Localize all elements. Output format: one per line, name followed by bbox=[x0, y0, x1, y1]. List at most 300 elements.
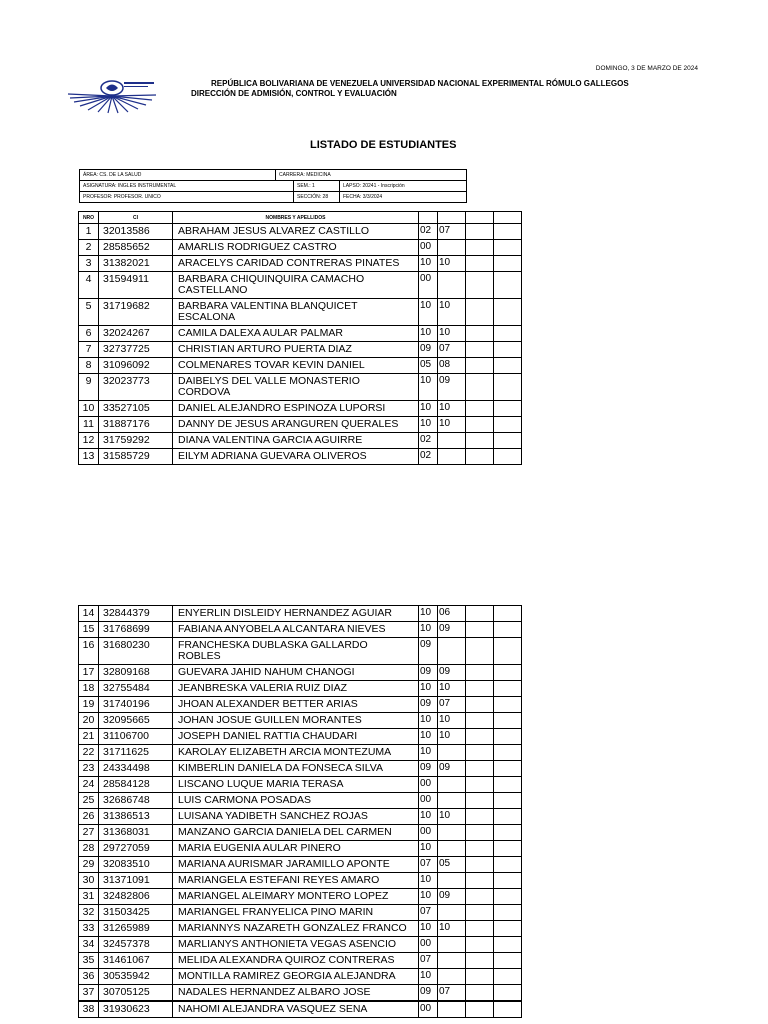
student-grade-2: 10 bbox=[438, 809, 466, 825]
table-row bbox=[79, 638, 522, 665]
student-grade-2: 09 bbox=[438, 622, 466, 638]
student-grade-2 bbox=[438, 873, 466, 889]
table-row bbox=[79, 299, 522, 326]
table-row bbox=[79, 358, 522, 374]
student-name: MARIANGELA ESTEFANI REYES AMARO bbox=[173, 873, 419, 889]
student-ci: 32095665 bbox=[99, 713, 173, 729]
table-row bbox=[79, 761, 522, 777]
student-grade-1: 10 bbox=[419, 256, 438, 272]
student-nro: 10 bbox=[79, 401, 99, 417]
table-row bbox=[79, 622, 522, 638]
student-grade-1: 10 bbox=[419, 745, 438, 761]
student-name: EILYM ADRIANA GUEVARA OLIVEROS bbox=[173, 449, 419, 465]
student-grade-4 bbox=[494, 985, 522, 1002]
student-grade-3 bbox=[466, 638, 494, 665]
student-grade-2: 07 bbox=[438, 985, 466, 1002]
student-grade-3 bbox=[466, 697, 494, 713]
student-grade-4 bbox=[494, 622, 522, 638]
student-nro: 20 bbox=[79, 713, 99, 729]
student-grade-3 bbox=[466, 777, 494, 793]
student-grade-3 bbox=[466, 401, 494, 417]
student-ci: 32024267 bbox=[99, 326, 173, 342]
student-grade-4 bbox=[494, 326, 522, 342]
student-grade-2: 10 bbox=[438, 326, 466, 342]
student-grade-3 bbox=[466, 793, 494, 809]
area-cell: ÁREA: CS. DE LA SALUD bbox=[80, 170, 276, 181]
student-grade-1: 10 bbox=[419, 417, 438, 433]
student-name: LUISANA YADIBETH SANCHEZ ROJAS bbox=[173, 809, 419, 825]
student-grade-3 bbox=[466, 905, 494, 921]
student-grade-3 bbox=[466, 358, 494, 374]
student-ci: 31371091 bbox=[99, 873, 173, 889]
student-name: MONTILLA RAMIREZ GEORGIA ALEJANDRA bbox=[173, 969, 419, 985]
student-grade-2 bbox=[438, 969, 466, 985]
student-name: MELIDA ALEXANDRA QUIROZ CONTRERAS bbox=[173, 953, 419, 969]
table-row bbox=[79, 857, 522, 873]
student-grade-2 bbox=[438, 272, 466, 299]
student-grade-1: 05 bbox=[419, 358, 438, 374]
table-row bbox=[79, 937, 522, 953]
student-grade-1: 00 bbox=[419, 793, 438, 809]
student-grade-1: 00 bbox=[419, 1001, 438, 1018]
table-row bbox=[79, 825, 522, 841]
student-grade-4 bbox=[494, 358, 522, 374]
student-name: JHOAN ALEXANDER BETTER ARIAS bbox=[173, 697, 419, 713]
student-grade-1: 10 bbox=[419, 873, 438, 889]
student-nro: 11 bbox=[79, 417, 99, 433]
table-row bbox=[79, 606, 522, 622]
table-row bbox=[79, 224, 522, 240]
student-grade-2 bbox=[438, 937, 466, 953]
student-nro: 27 bbox=[79, 825, 99, 841]
table-row bbox=[79, 777, 522, 793]
carrera-cell: CARRERA: MEDICINA bbox=[276, 170, 467, 181]
student-nro: 36 bbox=[79, 969, 99, 985]
student-name: FABIANA ANYOBELA ALCANTARA NIEVES bbox=[173, 622, 419, 638]
student-grade-1: 10 bbox=[419, 889, 438, 905]
student-grade-4 bbox=[494, 342, 522, 358]
student-grade-3 bbox=[466, 272, 494, 299]
table-row bbox=[79, 969, 522, 985]
student-grade-3 bbox=[466, 873, 494, 889]
student-nro: 5 bbox=[79, 299, 99, 326]
student-nro: 35 bbox=[79, 953, 99, 969]
student-grade-1: 00 bbox=[419, 777, 438, 793]
student-ci: 32809168 bbox=[99, 665, 173, 681]
student-grade-2 bbox=[438, 953, 466, 969]
student-nro: 38 bbox=[79, 1001, 99, 1018]
student-grade-1: 07 bbox=[419, 857, 438, 873]
student-grade-1: 10 bbox=[419, 841, 438, 857]
table-row bbox=[79, 374, 522, 401]
student-grade-3 bbox=[466, 433, 494, 449]
student-nro: 16 bbox=[79, 638, 99, 665]
student-grade-2 bbox=[438, 449, 466, 465]
student-name: JEANBRESKA VALERIA RUIZ DIAZ bbox=[173, 681, 419, 697]
student-ci: 32482806 bbox=[99, 889, 173, 905]
student-grade-4 bbox=[494, 224, 522, 240]
student-grade-1: 02 bbox=[419, 433, 438, 449]
student-grade-3 bbox=[466, 299, 494, 326]
student-grade-1: 10 bbox=[419, 969, 438, 985]
student-nro: 18 bbox=[79, 681, 99, 697]
student-grade-3 bbox=[466, 809, 494, 825]
student-ci: 33527105 bbox=[99, 401, 173, 417]
student-ci: 31461067 bbox=[99, 953, 173, 969]
student-grade-4 bbox=[494, 433, 522, 449]
student-grade-4 bbox=[494, 777, 522, 793]
student-ci: 29727059 bbox=[99, 841, 173, 857]
student-name: MARIA EUGENIA AULAR PINERO bbox=[173, 841, 419, 857]
student-grade-4 bbox=[494, 841, 522, 857]
student-ci: 30705125 bbox=[99, 985, 173, 1002]
student-grade-1: 10 bbox=[419, 401, 438, 417]
header-ci: CI bbox=[99, 212, 173, 224]
page-title: LISTADO DE ESTUDIANTES bbox=[310, 139, 457, 151]
student-name: BARBARA VALENTINA BLANQUICET ESCALONA bbox=[173, 299, 419, 326]
student-grade-2 bbox=[438, 793, 466, 809]
student-ci: 31740196 bbox=[99, 697, 173, 713]
fecha-cell: FECHA: 3/3/2024 bbox=[340, 192, 467, 203]
student-ci: 31368031 bbox=[99, 825, 173, 841]
student-grade-1: 00 bbox=[419, 240, 438, 256]
student-grade-3 bbox=[466, 606, 494, 622]
student-grade-1: 07 bbox=[419, 953, 438, 969]
student-nro: 25 bbox=[79, 793, 99, 809]
student-grade-2 bbox=[438, 433, 466, 449]
student-name: LUIS CARMONA POSADAS bbox=[173, 793, 419, 809]
student-nro: 33 bbox=[79, 921, 99, 937]
student-ci: 31887176 bbox=[99, 417, 173, 433]
student-grade-4 bbox=[494, 638, 522, 665]
student-ci: 31759292 bbox=[99, 433, 173, 449]
student-grade-2 bbox=[438, 638, 466, 665]
student-grade-4 bbox=[494, 272, 522, 299]
table-row bbox=[79, 985, 522, 1002]
student-nro: 28 bbox=[79, 841, 99, 857]
student-grade-3 bbox=[466, 921, 494, 937]
students-table-page-2 bbox=[78, 605, 522, 1018]
student-nro: 19 bbox=[79, 697, 99, 713]
student-grade-2 bbox=[438, 745, 466, 761]
table-row bbox=[79, 953, 522, 969]
student-grade-2: 09 bbox=[438, 889, 466, 905]
seccion-cell: SECCIÓN: 28 bbox=[294, 192, 340, 203]
student-grade-1: 09 bbox=[419, 665, 438, 681]
student-grade-4 bbox=[494, 697, 522, 713]
student-grade-1: 10 bbox=[419, 713, 438, 729]
table-row bbox=[79, 433, 522, 449]
student-name: KIMBERLIN DANIELA DA FONSECA SILVA bbox=[173, 761, 419, 777]
student-nro: 30 bbox=[79, 873, 99, 889]
student-grade-4 bbox=[494, 761, 522, 777]
student-nro: 31 bbox=[79, 889, 99, 905]
student-grade-3 bbox=[466, 240, 494, 256]
table-row bbox=[79, 681, 522, 697]
student-grade-3 bbox=[466, 985, 494, 1002]
student-grade-4 bbox=[494, 809, 522, 825]
student-nro: 17 bbox=[79, 665, 99, 681]
student-grade-1: 02 bbox=[419, 224, 438, 240]
student-nro: 22 bbox=[79, 745, 99, 761]
student-grade-3 bbox=[466, 681, 494, 697]
student-grade-4 bbox=[494, 1001, 522, 1018]
student-grade-4 bbox=[494, 256, 522, 272]
student-grade-1: 10 bbox=[419, 326, 438, 342]
student-grade-4 bbox=[494, 921, 522, 937]
student-ci: 32844379 bbox=[99, 606, 173, 622]
student-grade-2 bbox=[438, 1001, 466, 1018]
student-grade-1: 10 bbox=[419, 299, 438, 326]
student-grade-1: 10 bbox=[419, 681, 438, 697]
student-ci: 31768699 bbox=[99, 622, 173, 638]
header-grade-4 bbox=[494, 212, 522, 224]
student-nro: 6 bbox=[79, 326, 99, 342]
student-name: DANIEL ALEJANDRO ESPINOZA LUPORSI bbox=[173, 401, 419, 417]
institution-line-1: REPÚBLICA BOLIVARIANA DE VENEZUELA UNIVERSIDAD NACIONAL EXPERIMENTAL RÓMULO GALLEGOS bbox=[211, 79, 629, 88]
student-grade-3 bbox=[466, 326, 494, 342]
student-grade-2: 10 bbox=[438, 729, 466, 745]
student-grade-2: 06 bbox=[438, 606, 466, 622]
student-ci: 31503425 bbox=[99, 905, 173, 921]
student-nro: 29 bbox=[79, 857, 99, 873]
student-ci: 32686748 bbox=[99, 793, 173, 809]
student-grade-2 bbox=[438, 825, 466, 841]
table-row bbox=[79, 809, 522, 825]
student-grade-3 bbox=[466, 713, 494, 729]
student-name: DIANA VALENTINA GARCIA AGUIRRE bbox=[173, 433, 419, 449]
student-grade-1: 02 bbox=[419, 449, 438, 465]
student-name: DANNY DE JESUS ARANGUREN QUERALES bbox=[173, 417, 419, 433]
student-grade-2: 09 bbox=[438, 665, 466, 681]
student-grade-3 bbox=[466, 841, 494, 857]
student-grade-4 bbox=[494, 793, 522, 809]
student-name: BARBARA CHIQUINQUIRA CAMACHO CASTELLANO bbox=[173, 272, 419, 299]
student-nro: 37 bbox=[79, 985, 99, 1002]
student-nro: 23 bbox=[79, 761, 99, 777]
student-ci: 32737725 bbox=[99, 342, 173, 358]
table-row bbox=[79, 240, 522, 256]
student-name: GUEVARA JAHID NAHUM CHANOGI bbox=[173, 665, 419, 681]
student-grade-3 bbox=[466, 342, 494, 358]
table-row bbox=[79, 889, 522, 905]
student-grade-3 bbox=[466, 449, 494, 465]
student-grade-1: 07 bbox=[419, 905, 438, 921]
student-grade-2: 10 bbox=[438, 417, 466, 433]
university-logo-icon bbox=[66, 78, 158, 114]
student-grade-2 bbox=[438, 240, 466, 256]
report-date: DOMINGO, 3 DE MARZO DE 2024 bbox=[595, 65, 698, 72]
student-grade-3 bbox=[466, 1001, 494, 1018]
student-name: LISCANO LUQUE MARIA TERASA bbox=[173, 777, 419, 793]
student-grade-2: 10 bbox=[438, 299, 466, 326]
student-name: MARIANNYS NAZARETH GONZALEZ FRANCO bbox=[173, 921, 419, 937]
student-ci: 31594911 bbox=[99, 272, 173, 299]
student-name: DAIBELYS DEL VALLE MONASTERIO CORDOVA bbox=[173, 374, 419, 401]
student-grade-3 bbox=[466, 857, 494, 873]
student-grade-4 bbox=[494, 857, 522, 873]
student-nro: 2 bbox=[79, 240, 99, 256]
header-nro: NRO bbox=[79, 212, 99, 224]
sem-cell: SEM.: 1 bbox=[294, 181, 340, 192]
student-grade-3 bbox=[466, 224, 494, 240]
student-grade-1: 09 bbox=[419, 697, 438, 713]
student-ci: 32755484 bbox=[99, 681, 173, 697]
student-ci: 31680230 bbox=[99, 638, 173, 665]
student-ci: 28585652 bbox=[99, 240, 173, 256]
student-grade-4 bbox=[494, 889, 522, 905]
institution-line-2: DIRECCIÓN DE ADMISIÓN, CONTROL Y EVALUACIÓN bbox=[191, 89, 397, 98]
table-row bbox=[79, 417, 522, 433]
student-name: MARLIANYS ANTHONIETA VEGAS ASENCIO bbox=[173, 937, 419, 953]
student-grade-2: 09 bbox=[438, 374, 466, 401]
table-row bbox=[79, 921, 522, 937]
student-nro: 13 bbox=[79, 449, 99, 465]
table-row bbox=[79, 342, 522, 358]
student-ci: 31096092 bbox=[99, 358, 173, 374]
student-grade-3 bbox=[466, 825, 494, 841]
table-row bbox=[79, 256, 522, 272]
student-name: ABRAHAM JESUS ALVAREZ CASTILLO bbox=[173, 224, 419, 240]
student-ci: 32457378 bbox=[99, 937, 173, 953]
student-grade-2 bbox=[438, 905, 466, 921]
student-grade-4 bbox=[494, 449, 522, 465]
profesor-cell: PROFESOR: PROFESOR. UNICO bbox=[80, 192, 294, 203]
student-ci: 31265989 bbox=[99, 921, 173, 937]
course-info-table bbox=[79, 169, 467, 203]
student-ci: 31711625 bbox=[99, 745, 173, 761]
student-ci: 30535942 bbox=[99, 969, 173, 985]
student-grade-1: 00 bbox=[419, 937, 438, 953]
student-grade-2: 10 bbox=[438, 401, 466, 417]
student-name: NAHOMI ALEJANDRA VASQUEZ SENA bbox=[173, 1001, 419, 1018]
student-grade-1: 09 bbox=[419, 761, 438, 777]
student-ci: 31585729 bbox=[99, 449, 173, 465]
student-grade-3 bbox=[466, 953, 494, 969]
student-nro: 3 bbox=[79, 256, 99, 272]
student-ci: 32013586 bbox=[99, 224, 173, 240]
student-ci: 24334498 bbox=[99, 761, 173, 777]
student-nro: 14 bbox=[79, 606, 99, 622]
student-nro: 34 bbox=[79, 937, 99, 953]
student-nro: 4 bbox=[79, 272, 99, 299]
student-grade-2: 07 bbox=[438, 224, 466, 240]
student-grade-1: 10 bbox=[419, 606, 438, 622]
student-name: FRANCHESKA DUBLASKA GALLARDO ROBLES bbox=[173, 638, 419, 665]
student-grade-4 bbox=[494, 665, 522, 681]
student-grade-1: 00 bbox=[419, 825, 438, 841]
student-nro: 21 bbox=[79, 729, 99, 745]
student-nro: 8 bbox=[79, 358, 99, 374]
student-grade-4 bbox=[494, 374, 522, 401]
student-grade-3 bbox=[466, 417, 494, 433]
student-grade-3 bbox=[466, 889, 494, 905]
student-grade-2 bbox=[438, 777, 466, 793]
student-nro: 32 bbox=[79, 905, 99, 921]
student-nro: 1 bbox=[79, 224, 99, 240]
table-row bbox=[79, 841, 522, 857]
student-grade-1: 09 bbox=[419, 638, 438, 665]
student-grade-1: 09 bbox=[419, 985, 438, 1002]
student-grade-1: 09 bbox=[419, 342, 438, 358]
student-grade-3 bbox=[466, 969, 494, 985]
header-nombres: NOMBRES Y APELLIDOS bbox=[173, 212, 419, 224]
table-row bbox=[79, 665, 522, 681]
students-table-page-1 bbox=[78, 211, 522, 465]
student-ci: 31106700 bbox=[99, 729, 173, 745]
student-ci: 31382021 bbox=[99, 256, 173, 272]
student-ci: 31719682 bbox=[99, 299, 173, 326]
table-row bbox=[79, 401, 522, 417]
student-grade-1: 10 bbox=[419, 374, 438, 401]
student-grade-3 bbox=[466, 729, 494, 745]
student-name: KAROLAY ELIZABETH ARCIA MONTEZUMA bbox=[173, 745, 419, 761]
table-row bbox=[79, 1001, 522, 1018]
student-name: MARIANGEL ALEIMARY MONTERO LOPEZ bbox=[173, 889, 419, 905]
student-name: MARIANGEL FRANYELICA PINO MARIN bbox=[173, 905, 419, 921]
student-grade-4 bbox=[494, 401, 522, 417]
student-grade-4 bbox=[494, 299, 522, 326]
student-grade-4 bbox=[494, 873, 522, 889]
student-grade-2: 10 bbox=[438, 713, 466, 729]
student-nro: 9 bbox=[79, 374, 99, 401]
table-row bbox=[79, 729, 522, 745]
student-nro: 12 bbox=[79, 433, 99, 449]
student-grade-4 bbox=[494, 606, 522, 622]
table-row bbox=[79, 905, 522, 921]
student-ci: 32023773 bbox=[99, 374, 173, 401]
student-grade-1: 10 bbox=[419, 921, 438, 937]
student-grade-3 bbox=[466, 374, 494, 401]
student-grade-4 bbox=[494, 729, 522, 745]
student-nro: 24 bbox=[79, 777, 99, 793]
student-grade-2: 10 bbox=[438, 256, 466, 272]
student-name: COLMENARES TOVAR KEVIN DANIEL bbox=[173, 358, 419, 374]
table-row bbox=[79, 793, 522, 809]
student-ci: 28584128 bbox=[99, 777, 173, 793]
student-grade-3 bbox=[466, 256, 494, 272]
student-grade-3 bbox=[466, 937, 494, 953]
student-grade-4 bbox=[494, 937, 522, 953]
student-grade-4 bbox=[494, 825, 522, 841]
student-grade-4 bbox=[494, 969, 522, 985]
table-row bbox=[79, 713, 522, 729]
table-row bbox=[79, 326, 522, 342]
header-grade-2 bbox=[438, 212, 466, 224]
student-name: CAMILA DALEXA AULAR PALMAR bbox=[173, 326, 419, 342]
student-name: MANZANO GARCIA DANIELA DEL CARMEN bbox=[173, 825, 419, 841]
student-grade-4 bbox=[494, 905, 522, 921]
student-grade-3 bbox=[466, 665, 494, 681]
asignatura-cell: ASIGNATURA: INGLES INSTRUMENTAL bbox=[80, 181, 294, 192]
student-ci: 31386513 bbox=[99, 809, 173, 825]
student-name: MARIANA AURISMAR JARAMILLO APONTE bbox=[173, 857, 419, 873]
student-grade-2: 10 bbox=[438, 681, 466, 697]
student-grade-1: 00 bbox=[419, 272, 438, 299]
student-name: CHRISTIAN ARTURO PUERTA DIAZ bbox=[173, 342, 419, 358]
student-nro: 26 bbox=[79, 809, 99, 825]
student-grade-4 bbox=[494, 681, 522, 697]
student-name: NADALES HERNANDEZ ALBARO JOSE bbox=[173, 985, 419, 1002]
student-grade-3 bbox=[466, 761, 494, 777]
student-name: ARACELYS CARIDAD CONTRERAS PINATES bbox=[173, 256, 419, 272]
student-grade-2: 05 bbox=[438, 857, 466, 873]
student-name: ENYERLIN DISLEIDY HERNANDEZ AGUIAR bbox=[173, 606, 419, 622]
student-grade-2: 10 bbox=[438, 921, 466, 937]
student-grade-4 bbox=[494, 953, 522, 969]
table-row bbox=[79, 745, 522, 761]
student-grade-3 bbox=[466, 622, 494, 638]
